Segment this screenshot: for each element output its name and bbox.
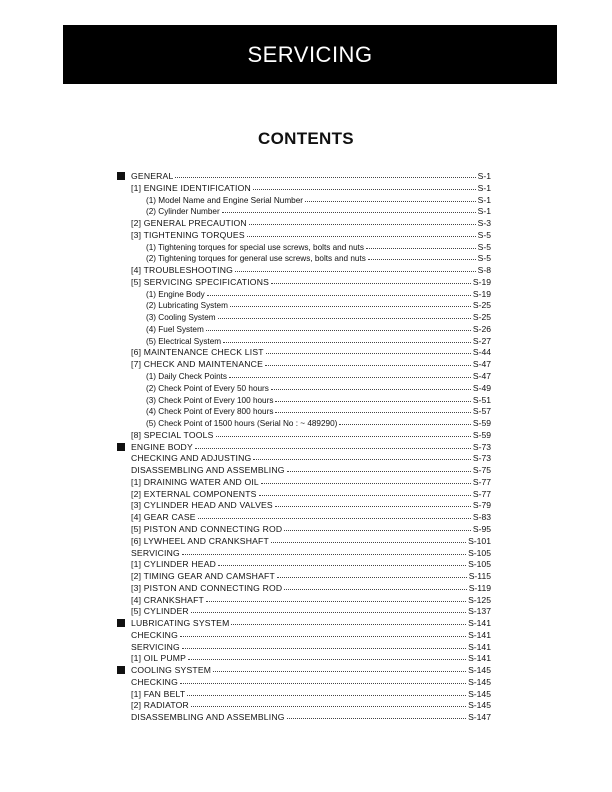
toc-entry-page: S-141 [468, 629, 491, 640]
toc-entry-label: ENGINE BODY [131, 441, 193, 452]
dot-leader [198, 510, 471, 519]
toc-entry-page: S-44 [472, 347, 491, 358]
dot-leader [191, 604, 466, 613]
toc-entry[interactable] [115, 711, 491, 723]
toc-entry-label: (2) Lubricating System [146, 301, 228, 311]
toc-entry-page: S-25 [472, 312, 491, 323]
dot-leader [368, 251, 476, 260]
toc-entry-page: S-77 [472, 476, 491, 487]
toc-entry-page: S-141 [468, 641, 491, 652]
toc-entry-label: [1] DRAINING WATER AND OIL [131, 476, 259, 487]
toc-entry-label: [1] FAN BELT [131, 688, 186, 699]
toc-entry-page: S-49 [472, 382, 491, 393]
toc-entry-page: S-27 [472, 335, 491, 346]
dot-leader [284, 522, 471, 531]
toc-entry-page: S-19 [472, 288, 491, 299]
toc-entry-page: S-25 [472, 300, 491, 311]
toc-entry-label: [2] TIMING GEAR AND CAMSHAFT [131, 571, 275, 582]
toc-entry-label: [1] CYLINDER HEAD [131, 559, 217, 570]
dot-leader [180, 628, 466, 637]
square-bullet-icon [117, 443, 125, 451]
toc-entry-label: [6] MAINTENANCE CHECK LIST [131, 347, 264, 358]
toc-entry-page: S-145 [468, 665, 491, 676]
toc-entry-page: S-51 [472, 394, 491, 405]
toc-entry-label: [3] PISTON AND CONNECTING ROD [131, 582, 283, 593]
toc-entry-label: (2) Tightening torques for general use screws, bolts and nuts [146, 254, 366, 264]
toc-entry-label: (5) Electrical System [146, 336, 222, 346]
toc-entry-page: S-59 [472, 418, 491, 429]
toc-entry-page: S-141 [468, 653, 491, 664]
toc-entry-page: S-101 [468, 535, 491, 546]
toc-entry-label: [4] CRANKSHAFT [131, 594, 204, 605]
dot-leader [223, 334, 471, 343]
toc-entry-page: S-145 [468, 688, 491, 699]
toc-entry-label: (3) Cooling System [146, 313, 216, 323]
dot-leader [213, 663, 466, 672]
dot-leader [284, 581, 466, 590]
dot-leader [235, 263, 476, 272]
dot-leader [275, 404, 470, 413]
banner-title: SERVICING [247, 41, 373, 67]
toc-entry-label: [6] LYWHEEL AND CRANKSHAFT [131, 535, 269, 546]
toc-entry-label: COOLING SYSTEM [131, 665, 212, 676]
toc-entry-page: S-147 [468, 712, 491, 723]
dot-leader [188, 651, 466, 660]
dot-leader [207, 287, 471, 296]
toc-entry-page: S-3 [477, 218, 491, 229]
square-bullet-icon [117, 172, 125, 180]
toc-entry-page: S-75 [472, 465, 491, 476]
toc-entry-page: S-19 [472, 276, 491, 287]
toc-entry-page: S-119 [468, 582, 491, 593]
toc-entry-label: (2) Cylinder Number [146, 207, 220, 217]
toc-entry-page: S-141 [468, 618, 491, 629]
toc-entry-label: [1] OIL PUMP [131, 653, 187, 664]
dot-leader [216, 428, 471, 437]
toc-entry-label: [2] EXTERNAL COMPONENTS [131, 488, 257, 499]
dot-leader [265, 357, 471, 366]
toc-entry-label: [5] PISTON AND CONNECTING ROD [131, 523, 283, 534]
toc-entry-label: [1] ENGINE IDENTIFICATION [131, 182, 251, 193]
dot-leader [180, 675, 466, 684]
dot-leader [287, 463, 471, 472]
toc-entry-label: [4] GEAR CASE [131, 512, 196, 523]
toc-entry-page: S-125 [468, 594, 491, 605]
toc-entry-label: [3] TIGHTENING TORQUES [131, 229, 245, 240]
dot-leader [195, 440, 471, 449]
toc-entry-label: SERVICING [131, 641, 180, 652]
section-banner [63, 25, 557, 84]
toc-entry-label: [5] CYLINDER [131, 606, 189, 617]
toc-entry-label: (1) Engine Body [146, 289, 205, 299]
dot-leader [206, 593, 466, 602]
square-bullet-icon [117, 666, 125, 674]
toc-entry-page: S-115 [468, 571, 491, 582]
toc-entry-page: S-57 [472, 406, 491, 417]
toc-entry-label: CHECKING [131, 676, 178, 687]
toc-entry-label: CHECKING [131, 629, 178, 640]
toc-entry-label: [2] GENERAL PRECAUTION [131, 218, 247, 229]
toc-entry-page: S-1 [477, 194, 491, 205]
toc-entry-page: S-73 [472, 441, 491, 452]
toc-entry-page: S-105 [468, 559, 491, 570]
dot-leader [271, 275, 471, 284]
table-of-contents [115, 170, 491, 723]
dot-leader [253, 181, 476, 190]
dot-leader [253, 451, 470, 460]
toc-entry-page: S-95 [472, 523, 491, 534]
toc-entry-label: [2] RADIATOR [131, 700, 189, 711]
toc-entry-page: S-8 [477, 265, 491, 276]
toc-entry-page: S-59 [472, 429, 491, 440]
dot-leader [366, 240, 476, 249]
toc-entry-page: S-5 [477, 241, 491, 252]
dot-leader [261, 475, 471, 484]
toc-entry-label: GENERAL [131, 171, 174, 181]
toc-entry-page: S-145 [468, 676, 491, 687]
toc-entry-page: S-83 [472, 512, 491, 523]
toc-entry-label: [4] TROUBLESHOOTING [131, 265, 234, 276]
toc-entry-label: [7] CHECK AND MAINTENANCE [131, 359, 264, 370]
toc-entry-label: SERVICING [131, 547, 180, 558]
toc-entry-page: S-5 [477, 229, 491, 240]
dot-leader [182, 640, 466, 649]
dot-leader [231, 616, 466, 625]
toc-entry-label: (1) Model Name and Engine Serial Number [146, 195, 304, 205]
dot-leader [187, 687, 466, 696]
dot-leader [249, 216, 476, 225]
toc-entry-label: (5) Check Point of 1500 hours (Serial No : ~ 489290) [146, 419, 338, 429]
dot-leader [271, 534, 466, 543]
dot-leader [271, 381, 471, 390]
toc-entry-label: [5] SERVICING SPECIFICATIONS [131, 276, 270, 287]
dot-leader [175, 169, 475, 178]
toc-entry-label: (1) Tightening torques for special use screws, bolts and nuts [146, 242, 364, 252]
toc-entry-page: S-5 [477, 253, 491, 264]
square-bullet-icon [117, 619, 125, 627]
toc-entry-label: (4) Fuel System [146, 324, 204, 334]
dot-leader [218, 557, 466, 566]
contents-heading: CONTENTS [258, 129, 354, 148]
toc-entry-label: CHECKING AND ADJUSTING [131, 453, 252, 464]
dot-leader [287, 710, 466, 719]
dot-leader [275, 498, 471, 507]
toc-entry-page: S-137 [468, 606, 491, 617]
toc-entry-page: S-79 [472, 500, 491, 511]
dot-leader [222, 204, 476, 213]
dot-leader [275, 393, 470, 402]
toc-entry-label: DISASSEMBLING AND ASSEMBLING [131, 712, 285, 723]
toc-entry-page: S-47 [472, 359, 491, 370]
dot-leader [259, 487, 471, 496]
toc-entry-label: LUBRICATING SYSTEM [131, 618, 230, 629]
toc-entry-label: DISASSEMBLING AND ASSEMBLING [131, 465, 285, 476]
toc-entry-page: S-1 [477, 206, 491, 217]
toc-entry-page: S-26 [472, 323, 491, 334]
dot-leader [277, 569, 467, 578]
dot-leader [218, 310, 471, 319]
toc-entry-page: S-1 [477, 182, 491, 193]
dot-leader [247, 228, 476, 237]
toc-entry-label: (3) Check Point of Every 100 hours [146, 395, 274, 405]
toc-entry-label: (2) Check Point of Every 50 hours [146, 383, 269, 393]
toc-entry-page: S-73 [472, 453, 491, 464]
dot-leader [229, 369, 471, 378]
toc-entry-page: S-105 [468, 547, 491, 558]
dot-leader [230, 298, 471, 307]
toc-entry-page: S-1 [477, 171, 491, 181]
dot-leader [182, 546, 466, 555]
toc-entry-page: S-77 [472, 488, 491, 499]
dot-leader [191, 698, 466, 707]
toc-entry-label: [8] SPECIAL TOOLS [131, 429, 214, 440]
toc-entry-label: (4) Check Point of Every 800 hours [146, 407, 274, 417]
dot-leader [305, 193, 476, 202]
toc-entry-page: S-47 [472, 371, 491, 382]
toc-entry-page: S-145 [468, 700, 491, 711]
toc-entry-label: [3] CYLINDER HEAD AND VALVES [131, 500, 273, 511]
dot-leader [266, 345, 471, 354]
toc-entry-label: (1) Daily Check Points [146, 372, 227, 382]
dot-leader [339, 416, 470, 425]
dot-leader [206, 322, 471, 331]
